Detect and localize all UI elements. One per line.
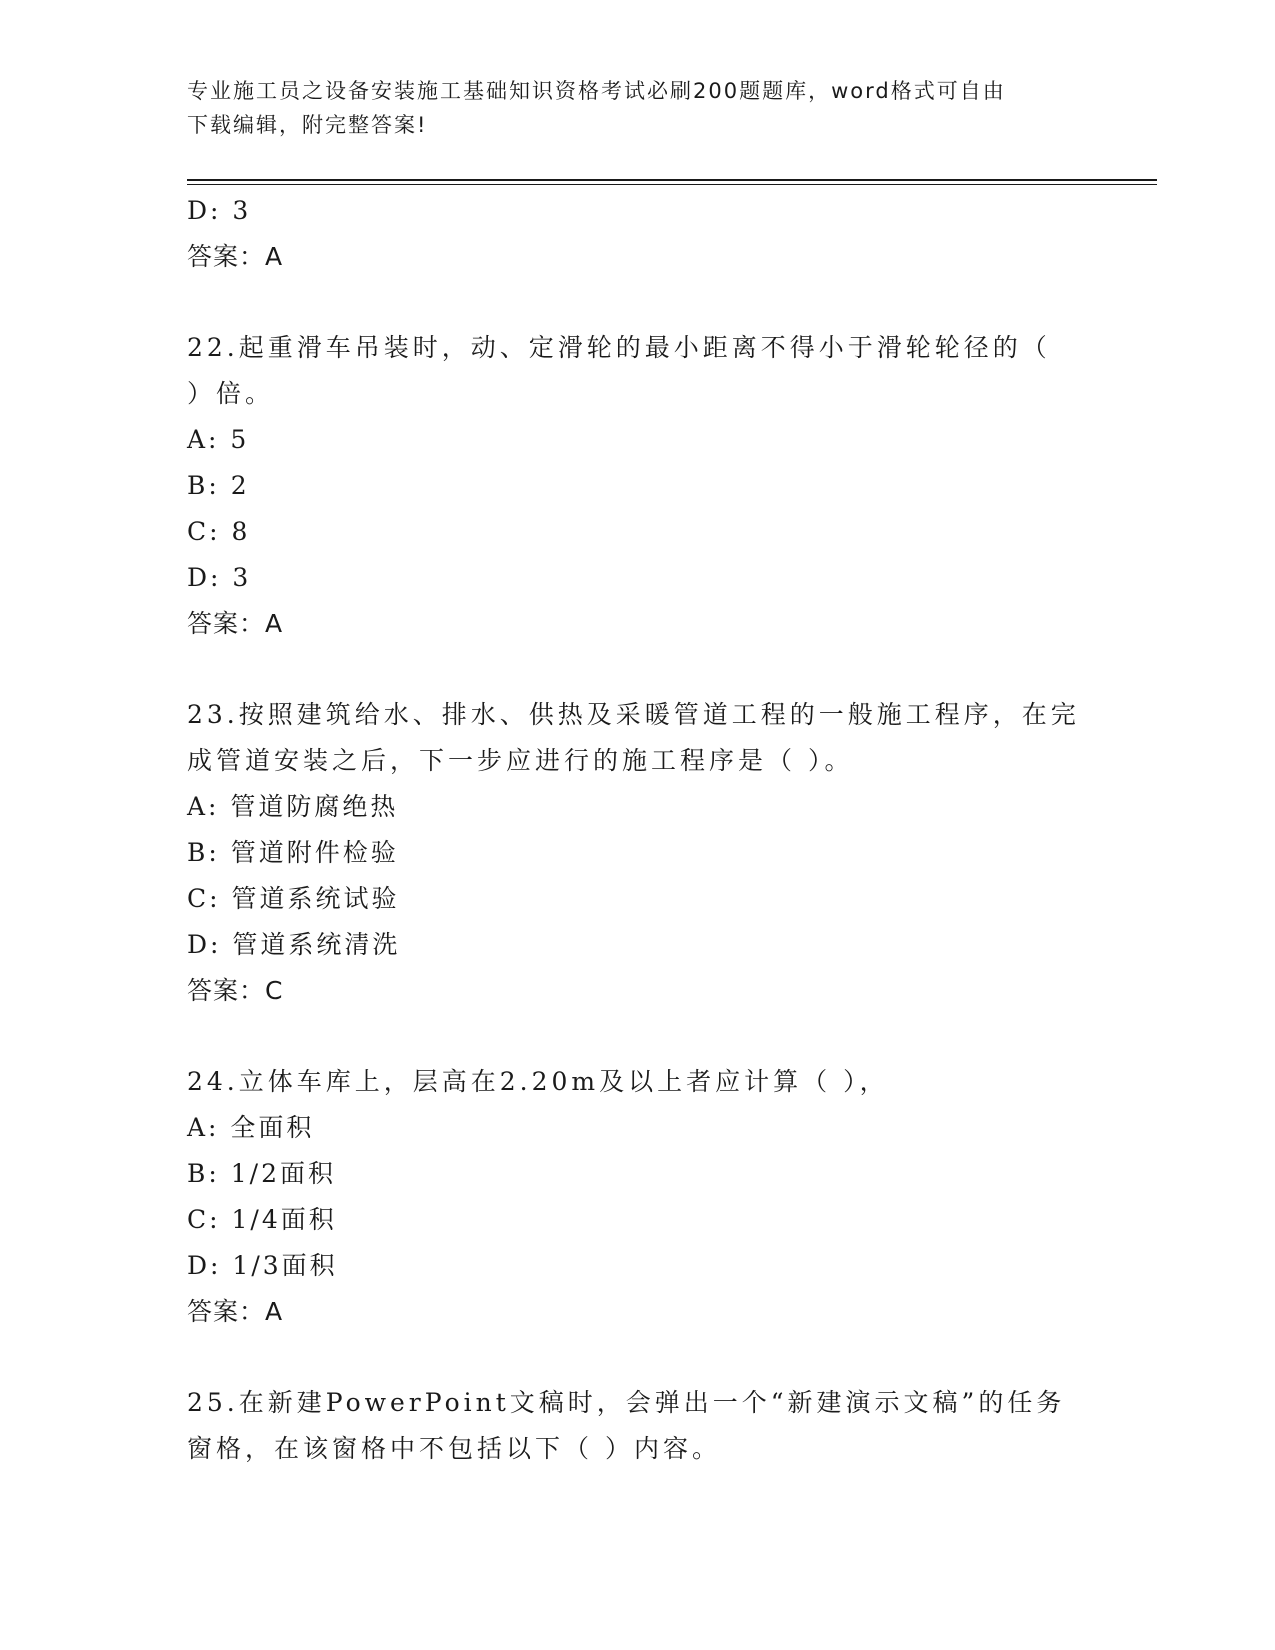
question-stem: 成管道安装之后，下一步应进行的施工程序是（ ）。: [187, 746, 854, 775]
spacer: [187, 280, 1087, 325]
question-stem: 窗格，在该窗格中不包括以下（ ）内容。: [187, 1434, 721, 1463]
document-header: [187, 74, 1087, 142]
question-stem: 24.立体车库上，层高在2.20m及以上者应计算（ ），: [187, 1067, 889, 1096]
question-23: [187, 692, 1087, 1014]
answer-line: 答案：A: [187, 609, 284, 638]
option-d: D: 3: [187, 563, 252, 592]
question-24: [187, 1059, 1087, 1335]
question-stem: ）倍。: [187, 379, 275, 408]
question-25: [187, 1380, 1087, 1472]
spacer: [187, 1335, 1087, 1380]
answer-line: 答案：A: [187, 1297, 284, 1326]
option-c: C: 1/4面积: [187, 1205, 337, 1234]
header-line-1: 专业施工员之设备安装施工基础知识资格考试必刷200题题库，word格式可自由: [187, 79, 1006, 103]
option-b: B: 2: [187, 471, 250, 500]
spacer: [187, 1014, 1087, 1059]
option-d: D: 1/3面积: [187, 1251, 338, 1280]
option-a: A: 全面积: [187, 1113, 315, 1142]
option-a: A: 5: [187, 425, 250, 454]
question-stem: 25.在新建PowerPoint文稿时，会弹出一个“新建演示文稿”的任务: [187, 1388, 1066, 1417]
option-d: D: 管道系统清洗: [187, 930, 401, 959]
option-c: C: 管道系统试验: [187, 884, 400, 913]
header-divider-thin: [187, 184, 1157, 185]
option-a: A: 管道防腐绝热: [187, 792, 399, 821]
option-b: B: 1/2面积: [187, 1159, 336, 1188]
question-stem: 22.起重滑车吊装时，动、定滑轮的最小距离不得小于滑轮轮径的（: [187, 333, 1051, 362]
header-line-2: 下载编辑，附完整答案!: [187, 113, 428, 137]
option-c: C: 8: [187, 517, 251, 546]
option-d: D: 3: [187, 196, 252, 225]
spacer: [187, 647, 1087, 692]
answer-line: 答案：A: [187, 242, 284, 271]
answer-line: 答案：C: [187, 976, 284, 1005]
document-body: [187, 188, 1087, 1472]
question-stem: 23.按照建筑给水、排水、供热及采暖管道工程的一般施工程序，在完: [187, 700, 1080, 729]
header-divider-thick: [187, 179, 1157, 181]
option-b: B: 管道附件检验: [187, 838, 399, 867]
question-22: [187, 325, 1087, 647]
